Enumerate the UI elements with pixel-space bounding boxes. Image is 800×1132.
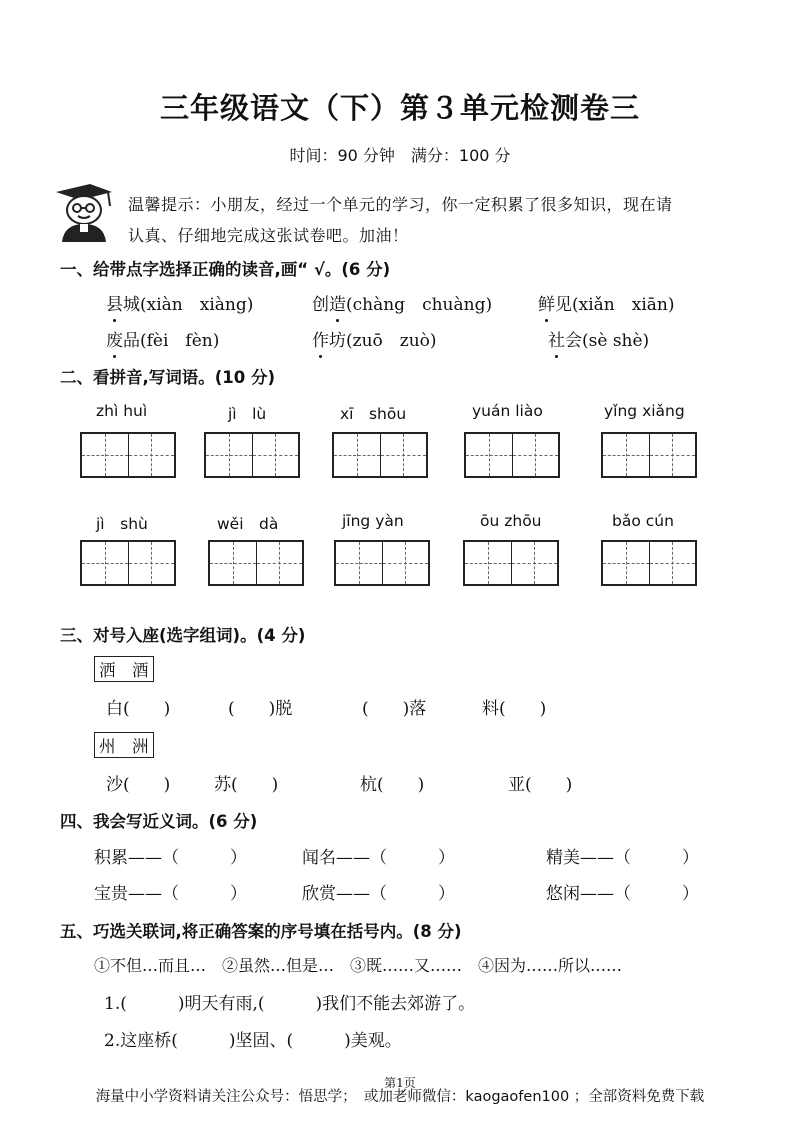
writing-grid[interactable]: [601, 540, 697, 586]
question-1[interactable]: 1.( )明天有雨,( )我们不能去郊游了。: [104, 994, 476, 1014]
writing-grid[interactable]: [601, 432, 697, 478]
dotted-character: 废: [106, 331, 123, 351]
pronunciation-item[interactable]: [548, 326, 649, 351]
pinyin-label: ōu zhōu: [480, 512, 542, 530]
fill-blank-item[interactable]: ( )脱: [228, 699, 293, 719]
writing-grid[interactable]: [208, 540, 304, 586]
fill-blank-item[interactable]: 苏( ): [214, 775, 279, 795]
dotted-character: 造: [329, 295, 346, 315]
synonym-item[interactable]: 宝贵——（ ）: [94, 884, 247, 904]
writing-grid[interactable]: [463, 540, 559, 586]
section-1-heading: 一、给带点字选择正确的读音,画“ √。(6 分): [60, 260, 391, 279]
page-number: 第1页: [384, 1076, 416, 1090]
fill-blank-item[interactable]: 亚( ): [508, 775, 573, 795]
question-2[interactable]: 2.这座桥( )坚固、( )美观。: [104, 1031, 402, 1051]
graduate-mascot-icon: [50, 180, 118, 242]
tip-line-2: 认真、仔细地完成这张试卷吧。加油！: [128, 226, 409, 245]
pinyin-label: wěi dà: [217, 515, 279, 533]
fill-blank-item[interactable]: 料( ): [482, 699, 547, 719]
conjunction-options: ①不但…而且… ②虽然…但是… ③既……又…… ④因为……所以……: [94, 956, 623, 975]
fill-blank-item[interactable]: 白( ): [106, 699, 171, 719]
item-suffix: 城(xiàn xiàng): [123, 295, 254, 315]
exam-time-score: 时间：90 分钟 满分：100 分: [289, 146, 511, 165]
section-3-heading: 三、对号入座(选字组词)。(4 分): [60, 626, 306, 645]
synonym-item[interactable]: 悠闲——（ ）: [546, 884, 699, 904]
section-4-heading: 四、我会写近义词。(6 分): [60, 812, 258, 831]
fill-blank-item[interactable]: 杭( ): [360, 775, 425, 795]
synonym-item[interactable]: 欣赏——（ ）: [302, 884, 455, 904]
dotted-character: 作: [312, 331, 329, 351]
pinyin-label: bǎo cún: [612, 512, 674, 530]
pronunciation-item[interactable]: [106, 290, 253, 315]
pinyin-label: yǐng xiǎng: [604, 402, 685, 420]
writing-grid[interactable]: [464, 432, 560, 478]
item-prefix: 创: [312, 295, 329, 315]
pronunciation-item[interactable]: [106, 326, 219, 351]
synonym-item[interactable]: 精美——（ ）: [546, 848, 699, 868]
character-choice-box: 洒 酒: [94, 656, 154, 682]
pinyin-label: yuán liào: [472, 402, 543, 420]
section-5-heading: 五、巧选关联词,将正确答案的序号填在括号内。(8 分): [60, 922, 462, 941]
pinyin-label: jīng yàn: [342, 512, 404, 530]
writing-grid[interactable]: [332, 432, 428, 478]
synonym-item[interactable]: 闻名——（ ）: [302, 848, 455, 868]
fill-blank-item[interactable]: ( )落: [362, 699, 427, 719]
pinyin-label: jì lù: [228, 405, 267, 423]
dotted-character: 鲜: [538, 295, 555, 315]
tip-line-1: 温馨提示：小朋友，经过一个单元的学习，你一定积累了很多知识，现在请: [128, 195, 673, 214]
item-suffix: 品(fèi fèn): [123, 331, 220, 351]
fill-blank-item[interactable]: 沙( ): [106, 775, 171, 795]
writing-grid[interactable]: [334, 540, 430, 586]
item-suffix: 会(sè shè): [565, 331, 650, 351]
pronunciation-item[interactable]: [538, 290, 674, 315]
section-2-heading: 二、看拼音,写词语。(10 分): [60, 368, 276, 387]
writing-grid[interactable]: [204, 432, 300, 478]
dotted-character: 社: [548, 331, 565, 351]
pinyin-label: jì shù: [96, 515, 148, 533]
dotted-character: 县: [106, 295, 123, 315]
pronunciation-item[interactable]: [312, 326, 437, 351]
character-choice-box: 州 洲: [94, 732, 154, 758]
writing-grid[interactable]: [80, 540, 176, 586]
synonym-item[interactable]: 积累——（ ）: [94, 848, 247, 868]
item-suffix: (chàng chuàng): [346, 295, 493, 315]
item-suffix: 坊(zuō zuò): [329, 331, 437, 351]
writing-grid[interactable]: [80, 432, 176, 478]
pronunciation-item[interactable]: [312, 290, 492, 315]
footer-note: 海量中小学资料请关注公众号：悟思学； 或加老师微信：kaogaofen100 ；全部资料免费下载: [95, 1089, 705, 1105]
page-title: 三年级语文（下）第３单元检测卷三: [159, 91, 640, 125]
item-suffix: 见(xiǎn xiān): [555, 295, 675, 315]
pinyin-label: zhì huì: [96, 402, 148, 420]
pinyin-label: xī shōu: [340, 405, 407, 423]
